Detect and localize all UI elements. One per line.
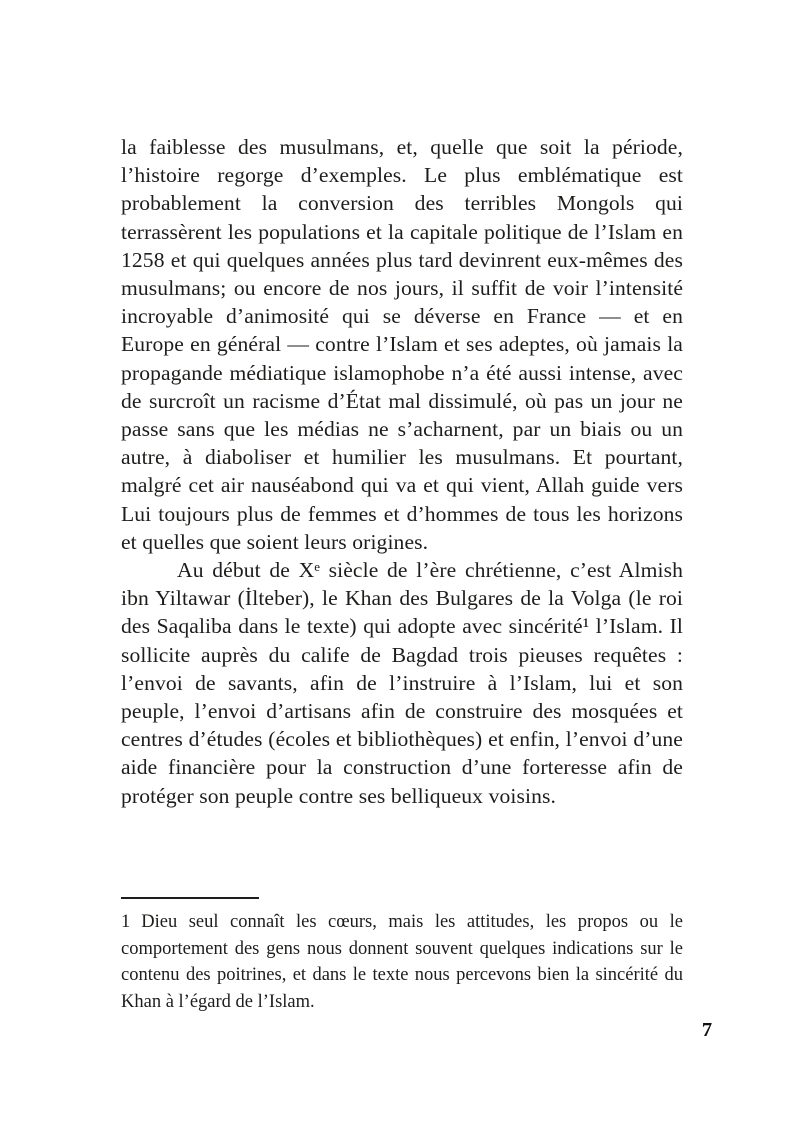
page-number: 7 (701, 1019, 713, 1041)
body-paragraph-2: Au début de Xᵉ siècle de l’ère chrétienne, c’est Almish ibn Yiltawar (İlteber), le Khan des Bulgares de la Volga (le roi des Saqaliba dans le texte) qui adopte avec sincérité¹ l’Islam. Il sollicite auprès du calife de Bagdad trois pieuses requêtes : l’envoi de savants, afin de l’instruire à l’Islam, lui et son peuple, l’envoi d’artisans afin de construire des mosquées et centres d’études (écoles et bibliothèques) et enfin, l’envoi d’une aide financière pour la construction d’une forteresse afin de protéger son peuple contre ses belliqueux voisins. (121, 558, 683, 808)
footnote-divider (121, 897, 259, 899)
footnote-body: Dieu seul connaît les cœurs, mais les attitudes, les propos ou le comportement des gens nous donnent souvent quelques indications sur le contenu des poitrines, et dans le texte nous percevons bien la sincérité du Khan à l’égard de l’Islam. (121, 912, 683, 1012)
body-paragraph-1: la faiblesse des musulmans, et, quelle que soit la période, l’histoire regorge d’exemples. Le plus emblématique est probablement la conversion des terribles Mongols qui terrassèrent les populations et la capitale politique de l’Islam en 1258 et qui quelques années plus tard devinrent eux-mêmes des musulmans; ou encore de nos jours, il suffit de voir l’intensité incroyable d’animosité qui se déverse en France — et en Europe en général — contre l’Islam et ses adeptes, où jamais la propagande médiatique islamophobe n’a été aussi intense, avec de surcroît un racisme d’État mal dissimulé, où pas un jour ne passe sans que les médias ne s’acharnent, par un biais ou un autre, à diaboliser et humilier les musulmans. Et pourtant, malgré cet air nauséabond qui va et qui vient, Allah guide vers Lui toujours plus de femmes et d’hommes de tous les horizons et quelles que soient leurs origines. (121, 135, 683, 554)
body-text (121, 133, 683, 810)
footnote-section (121, 897, 683, 1015)
footnote-marker: 1 (121, 912, 131, 932)
footnote-text (121, 909, 683, 1015)
